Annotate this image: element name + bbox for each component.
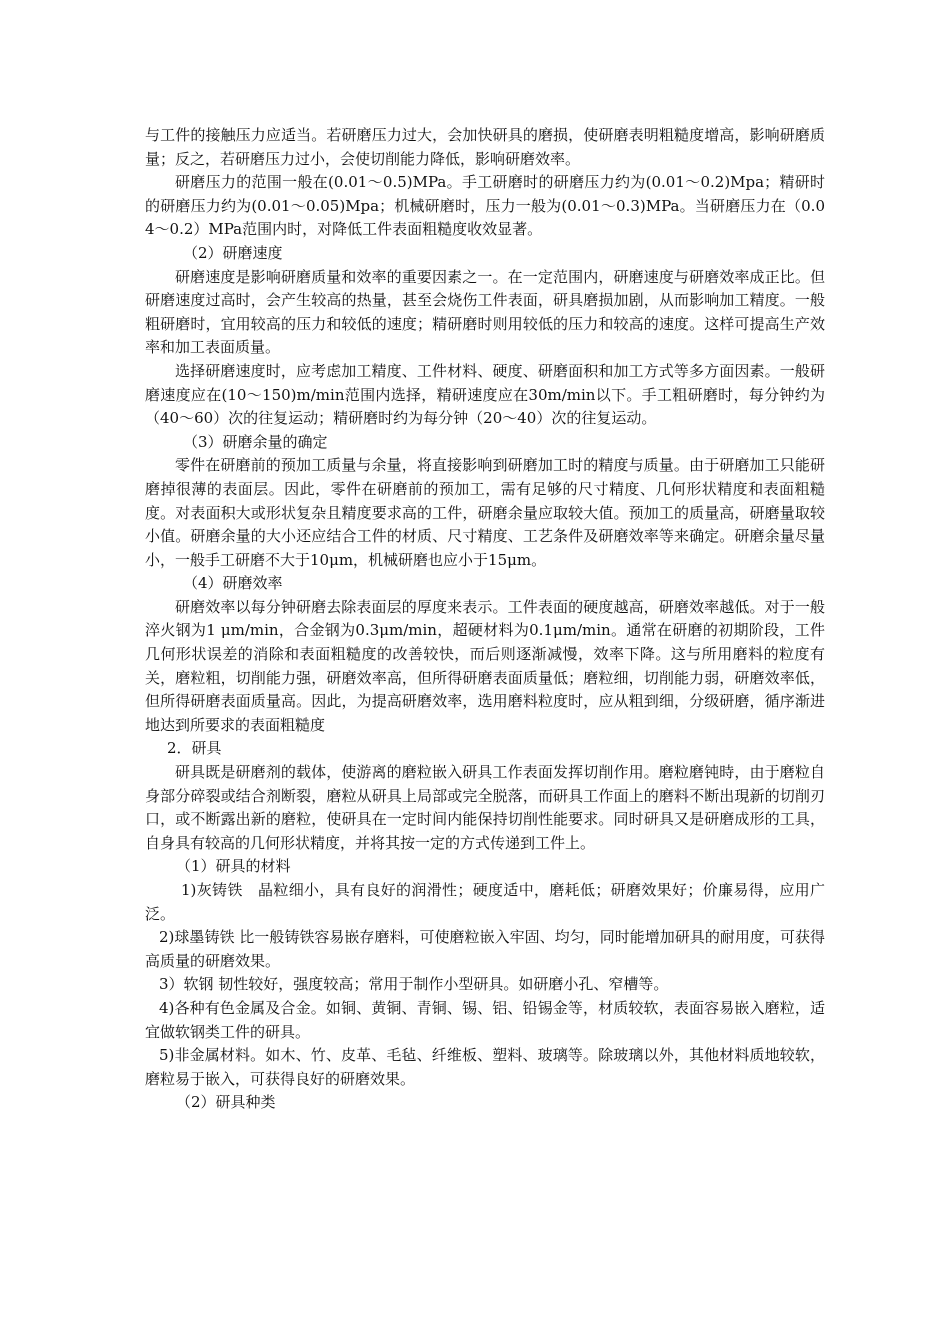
paragraph: 1)灰铸铁 晶粒细小，具有良好的润滑性；硬度适中，磨耗低；研磨效果好；价廉易得，应用广泛。 <box>145 881 825 923</box>
document-body <box>145 124 825 1115</box>
section-heading: （2）研磨速度 <box>183 243 283 262</box>
paragraph: 研磨速度是影响研磨质量和效率的重要因素之一。在一定范围内，研磨速度与研磨效率成正比。但研磨速度过高时，会产生较高的热量，甚至会烧伤工件表面，研具磨损加剧，从而影响加工精度。一般粗研磨时，宜用较高的压力和较低的速度；精研磨时则用较低的压力和较高的速度。这样可提高生产效率和加工表面质量。 <box>145 267 825 357</box>
section-heading: 2．研具 <box>167 739 222 758</box>
paragraph: 研磨压力的范围一般在(0.01～0.5)MPa。手工研磨时的研磨压力约为(0.01～0.2)Mpa；精研时的研磨压力约为(0.01～0.05)Mpa；机械研磨时，压力一般为(0.01～0.3)MPa。当研磨压力在（0.04～0.2）MPa范围内时，对降低工件表面粗糙度收效显著。 <box>145 173 825 239</box>
section-heading: （1）研具的材料 <box>176 857 291 876</box>
paragraph: 4)各种有色金属及合金。如铜、黄铜、青铜、锡、铝、铅锡金等，材质较软，表面容易嵌入磨粒，适宜做软钢类工件的研具。 <box>145 998 825 1041</box>
section-heading: （2）研具种类 <box>176 1093 276 1112</box>
paragraph: 3）软钢 韧性较好，强度较高；常用于制作小型研具。如研磨小孔、窄槽等。 <box>159 975 669 994</box>
paragraph: 2)球墨铸铁 比一般铸铁容易嵌存磨料，可使磨粒嵌入牢固、均匀，同时能增加研具的耐用度，可获得高质量的研磨效果。 <box>145 928 825 970</box>
paragraph: 研具既是研磨剂的载体，使游离的磨粒嵌入研具工作表面发挥切削作用。磨粒磨钝時，由于磨粒自身部分碎裂或结合剂断裂，磨粒从研具上局部或完全脱落，而研具工作面上的磨料不断出現新的切削刃口，或不断露出新的磨粒，使研具在一定时间内能保持切削性能要求。同时研具又是研磨成形的工具，自身具有较高的几何形状精度，并将其按一定的方式传递到工件上。 <box>145 763 825 852</box>
paragraph: 选择研磨速度时，应考虑加工精度、工件材料、硬度、研磨面积和加工方式等多方面因素。一般研磨速度应在(10～150)m/min范围内选择，精研速度应在30m/min以下。手工粗研磨时，每分钟约为（40～60）次的往复运动；精研磨时约为每分钟（20～40）次的往复运动。 <box>145 361 825 428</box>
paragraph: 5)非金属材料。如木、竹、皮革、毛毡、纤维板、塑料、玻璃等。除玻璃以外，其他材料质地较软，磨粒易于嵌入，可获得良好的研磨效果。 <box>145 1046 825 1088</box>
paragraph: 研磨效率以每分钟研磨去除表面层的厚度来表示。工件表面的硬度越高，研磨效率越低。对于一般淬火钢为1 μm/min，合金钢为0.3μm/min，超硬材料为0.1μm/min。通常在研磨的初期阶段，工件几何形状误差的消除和表面粗糙度的改善较快，而后则逐渐减慢，效率下降。这与所用磨料的粒度有关，磨粒粗，切削能力强，研磨效率高，但所得研磨表面质量低；磨粒细，切削能力弱，研磨效率低，但所得研磨表面质量高。因此，为提高研磨效率，选用磨料粒度时，应从粗到细，分级研磨，循序渐进地达到所要求的表面粗糙度 <box>145 597 825 734</box>
paragraph: 与工件的接触压力应适当。若研磨压力过大，会加快研具的磨损，使研磨表明粗糙度增高，影响研磨质量；反之，若研磨压力过小，会使切削能力降低，影响研磨效率。 <box>145 126 825 168</box>
paragraph: 零件在研磨前的预加工质量与余量，将直接影响到研磨加工时的精度与质量。由于研磨加工只能研磨掉很薄的表面层。因此，零件在研磨前的预加工，需有足够的尺寸精度、几何形状精度和表面粗糙度。对表面积大或形状复杂且精度要求高的工件，研磨余量应取较大值。预加工的质量高，研磨量取较小值。研磨余量的大小还应结合工件的材质、尺寸精度、工艺条件及研磨效率等来确定。研磨余量尽量小，一般手工研磨不大于10μm，机械研磨也应小于15μm。 <box>145 456 825 569</box>
section-heading: （3）研磨余量的确定 <box>183 432 328 451</box>
section-heading: （4）研磨效率 <box>183 574 283 593</box>
